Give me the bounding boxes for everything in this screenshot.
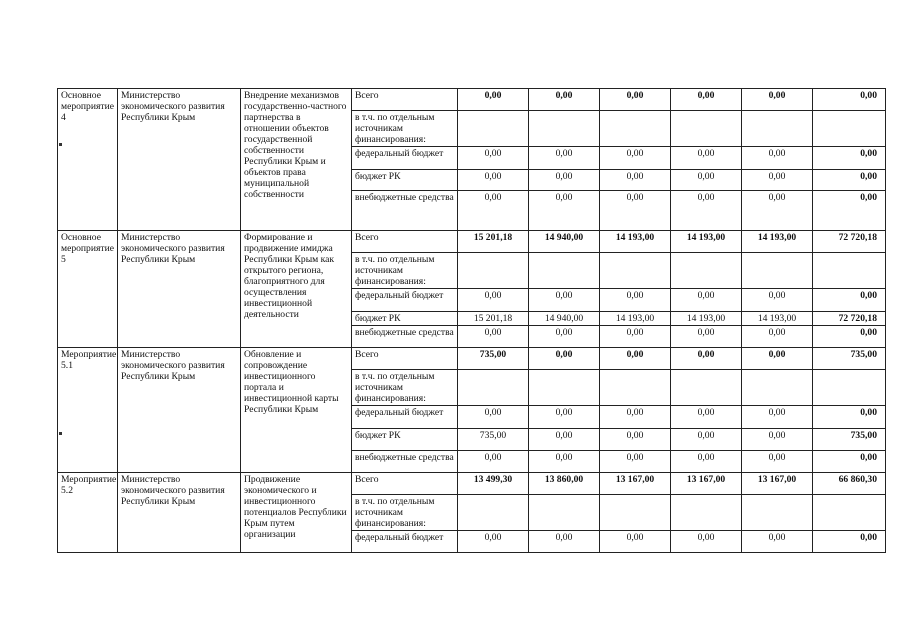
source-label: Всего (352, 348, 458, 370)
value-cell: 72 720,18 (813, 312, 886, 326)
financing-table (57, 88, 886, 553)
value-cell: 0,00 (600, 147, 671, 170)
value-cell: 0,00 (458, 89, 529, 111)
value-cell: 0,00 (529, 289, 600, 312)
measure-name-cell: Обновление и сопровождение инвестиционного портала и инвестиционной карты Республики Крым (241, 348, 352, 473)
value-cell (671, 495, 742, 531)
value-cell: 0,00 (458, 406, 529, 429)
source-label: бюджет РК (352, 312, 458, 326)
value-cell: 735,00 (813, 348, 886, 370)
source-label: бюджет РК (352, 429, 458, 451)
value-cell: 0,00 (813, 89, 886, 111)
value-cell (813, 495, 886, 531)
value-cell: 0,00 (671, 289, 742, 312)
executor-cell: Министерство экономического развития Республики Крым (118, 89, 241, 231)
source-label: федеральный бюджет (352, 147, 458, 170)
value-cell: 0,00 (813, 406, 886, 429)
value-cell (742, 370, 813, 406)
value-cell (742, 495, 813, 531)
value-cell (742, 111, 813, 147)
value-cell: 0,00 (813, 170, 886, 191)
value-cell: 0,00 (600, 451, 671, 473)
value-cell: 0,00 (529, 191, 600, 231)
value-cell: 0,00 (529, 406, 600, 429)
value-cell: 0,00 (742, 429, 813, 451)
value-cell: 0,00 (813, 289, 886, 312)
value-cell (529, 111, 600, 147)
value-cell: 14 940,00 (529, 231, 600, 253)
source-label: в т.ч. по отдельным источникам финансирования: (352, 253, 458, 289)
value-cell: 13 167,00 (671, 473, 742, 495)
value-cell: 0,00 (600, 170, 671, 191)
value-cell: 0,00 (458, 531, 529, 553)
source-label: федеральный бюджет (352, 406, 458, 429)
value-cell: 0,00 (600, 191, 671, 231)
value-cell: 0,00 (813, 531, 886, 553)
value-cell (813, 370, 886, 406)
value-cell: 0,00 (671, 170, 742, 191)
value-cell (813, 111, 886, 147)
source-label: Всего (352, 89, 458, 111)
event-cell: Основное мероприятие 5 (58, 231, 118, 348)
source-label: бюджет РК (352, 170, 458, 191)
value-cell: 0,00 (458, 147, 529, 170)
value-cell: 0,00 (671, 89, 742, 111)
value-cell: 0,00 (529, 531, 600, 553)
value-cell: 0,00 (600, 289, 671, 312)
value-cell (600, 111, 671, 147)
scan-dot (59, 143, 62, 146)
value-cell: 0,00 (671, 348, 742, 370)
value-cell: 0,00 (742, 191, 813, 231)
value-cell: 0,00 (742, 147, 813, 170)
value-cell: 0,00 (600, 429, 671, 451)
value-cell: 13 167,00 (600, 473, 671, 495)
value-cell (600, 370, 671, 406)
value-cell: 0,00 (813, 191, 886, 231)
value-cell: 0,00 (813, 326, 886, 348)
source-label: в т.ч. по отдельным источникам финансирования: (352, 111, 458, 147)
value-cell: 0,00 (458, 191, 529, 231)
value-cell (600, 495, 671, 531)
event-cell: Основное мероприятие 4 (58, 89, 118, 231)
source-label: внебюджетные средства (352, 191, 458, 231)
value-cell: 0,00 (600, 531, 671, 553)
source-label: федеральный бюджет (352, 531, 458, 553)
value-cell: 0,00 (529, 348, 600, 370)
source-label: в т.ч. по отдельным источникам финансирования: (352, 495, 458, 531)
value-cell (671, 111, 742, 147)
value-cell: 0,00 (458, 170, 529, 191)
value-cell: 0,00 (529, 147, 600, 170)
value-cell: 735,00 (458, 429, 529, 451)
scan-dot (59, 432, 62, 435)
value-cell: 0,00 (600, 406, 671, 429)
value-cell: 0,00 (600, 348, 671, 370)
value-cell: 0,00 (671, 147, 742, 170)
value-cell: 0,00 (742, 406, 813, 429)
value-cell: 0,00 (671, 429, 742, 451)
measure-name-cell: Внедрение механизмов государственно-частного партнерства в отношении объектов государственной собственности Республики Крым и объектов права муниципальной собственности (241, 89, 352, 231)
value-cell: 0,00 (529, 451, 600, 473)
value-cell: 14 193,00 (600, 312, 671, 326)
source-label: Всего (352, 231, 458, 253)
value-cell (458, 111, 529, 147)
event-cell: Мероприятие 5.2 (58, 473, 118, 553)
value-cell: 15 201,18 (458, 312, 529, 326)
value-cell: 0,00 (671, 326, 742, 348)
value-cell (813, 253, 886, 289)
value-cell (458, 253, 529, 289)
source-label: внебюджетные средства (352, 451, 458, 473)
value-cell: 0,00 (671, 191, 742, 231)
table-row (58, 348, 886, 370)
value-cell (458, 370, 529, 406)
value-cell: 14 193,00 (600, 231, 671, 253)
value-cell: 14 940,00 (529, 312, 600, 326)
value-cell: 0,00 (600, 89, 671, 111)
value-cell (529, 370, 600, 406)
value-cell: 0,00 (529, 326, 600, 348)
value-cell: 14 193,00 (742, 231, 813, 253)
value-cell: 735,00 (813, 429, 886, 451)
value-cell: 0,00 (458, 326, 529, 348)
source-label: федеральный бюджет (352, 289, 458, 312)
value-cell: 0,00 (742, 326, 813, 348)
table-row (58, 473, 886, 495)
table-row (58, 89, 886, 111)
measure-name-cell: Формирование и продвижение имиджа Республики Крым как открытого региона, благоприятного для осуществления инвестиционной деятельности (241, 231, 352, 348)
value-cell: 15 201,18 (458, 231, 529, 253)
value-cell: 0,00 (742, 289, 813, 312)
value-cell: 14 193,00 (742, 312, 813, 326)
source-label: в т.ч. по отдельным источникам финансирования: (352, 370, 458, 406)
value-cell: 0,00 (742, 170, 813, 191)
value-cell: 72 720,18 (813, 231, 886, 253)
value-cell: 0,00 (742, 451, 813, 473)
value-cell: 0,00 (813, 451, 886, 473)
value-cell (742, 253, 813, 289)
value-cell: 0,00 (458, 451, 529, 473)
value-cell (671, 370, 742, 406)
event-cell: Мероприятие 5.1 (58, 348, 118, 473)
source-label: внебюджетные средства (352, 326, 458, 348)
value-cell: 0,00 (671, 531, 742, 553)
executor-cell: Министерство экономического развития Республики Крым (118, 348, 241, 473)
value-cell: 13 499,30 (458, 473, 529, 495)
value-cell: 13 860,00 (529, 473, 600, 495)
value-cell: 14 193,00 (671, 312, 742, 326)
value-cell: 13 167,00 (742, 473, 813, 495)
value-cell: 14 193,00 (671, 231, 742, 253)
table-row (58, 231, 886, 253)
value-cell: 0,00 (458, 289, 529, 312)
value-cell: 0,00 (671, 406, 742, 429)
value-cell: 0,00 (742, 89, 813, 111)
value-cell: 0,00 (813, 147, 886, 170)
value-cell: 0,00 (529, 89, 600, 111)
value-cell (529, 495, 600, 531)
value-cell: 0,00 (529, 429, 600, 451)
source-label: Всего (352, 473, 458, 495)
value-cell: 0,00 (529, 170, 600, 191)
value-cell (529, 253, 600, 289)
executor-cell: Министерство экономического развития Республики Крым (118, 231, 241, 348)
value-cell (600, 253, 671, 289)
value-cell: 0,00 (600, 326, 671, 348)
value-cell: 0,00 (742, 348, 813, 370)
value-cell: 735,00 (458, 348, 529, 370)
measure-name-cell: Продвижение экономического и инвестиционного потенциалов Республики Крым путем организации (241, 473, 352, 553)
value-cell: 66 860,30 (813, 473, 886, 495)
value-cell (458, 495, 529, 531)
value-cell: 0,00 (742, 531, 813, 553)
value-cell: 0,00 (671, 451, 742, 473)
executor-cell: Министерство экономического развития Республики Крым (118, 473, 241, 553)
value-cell (671, 253, 742, 289)
